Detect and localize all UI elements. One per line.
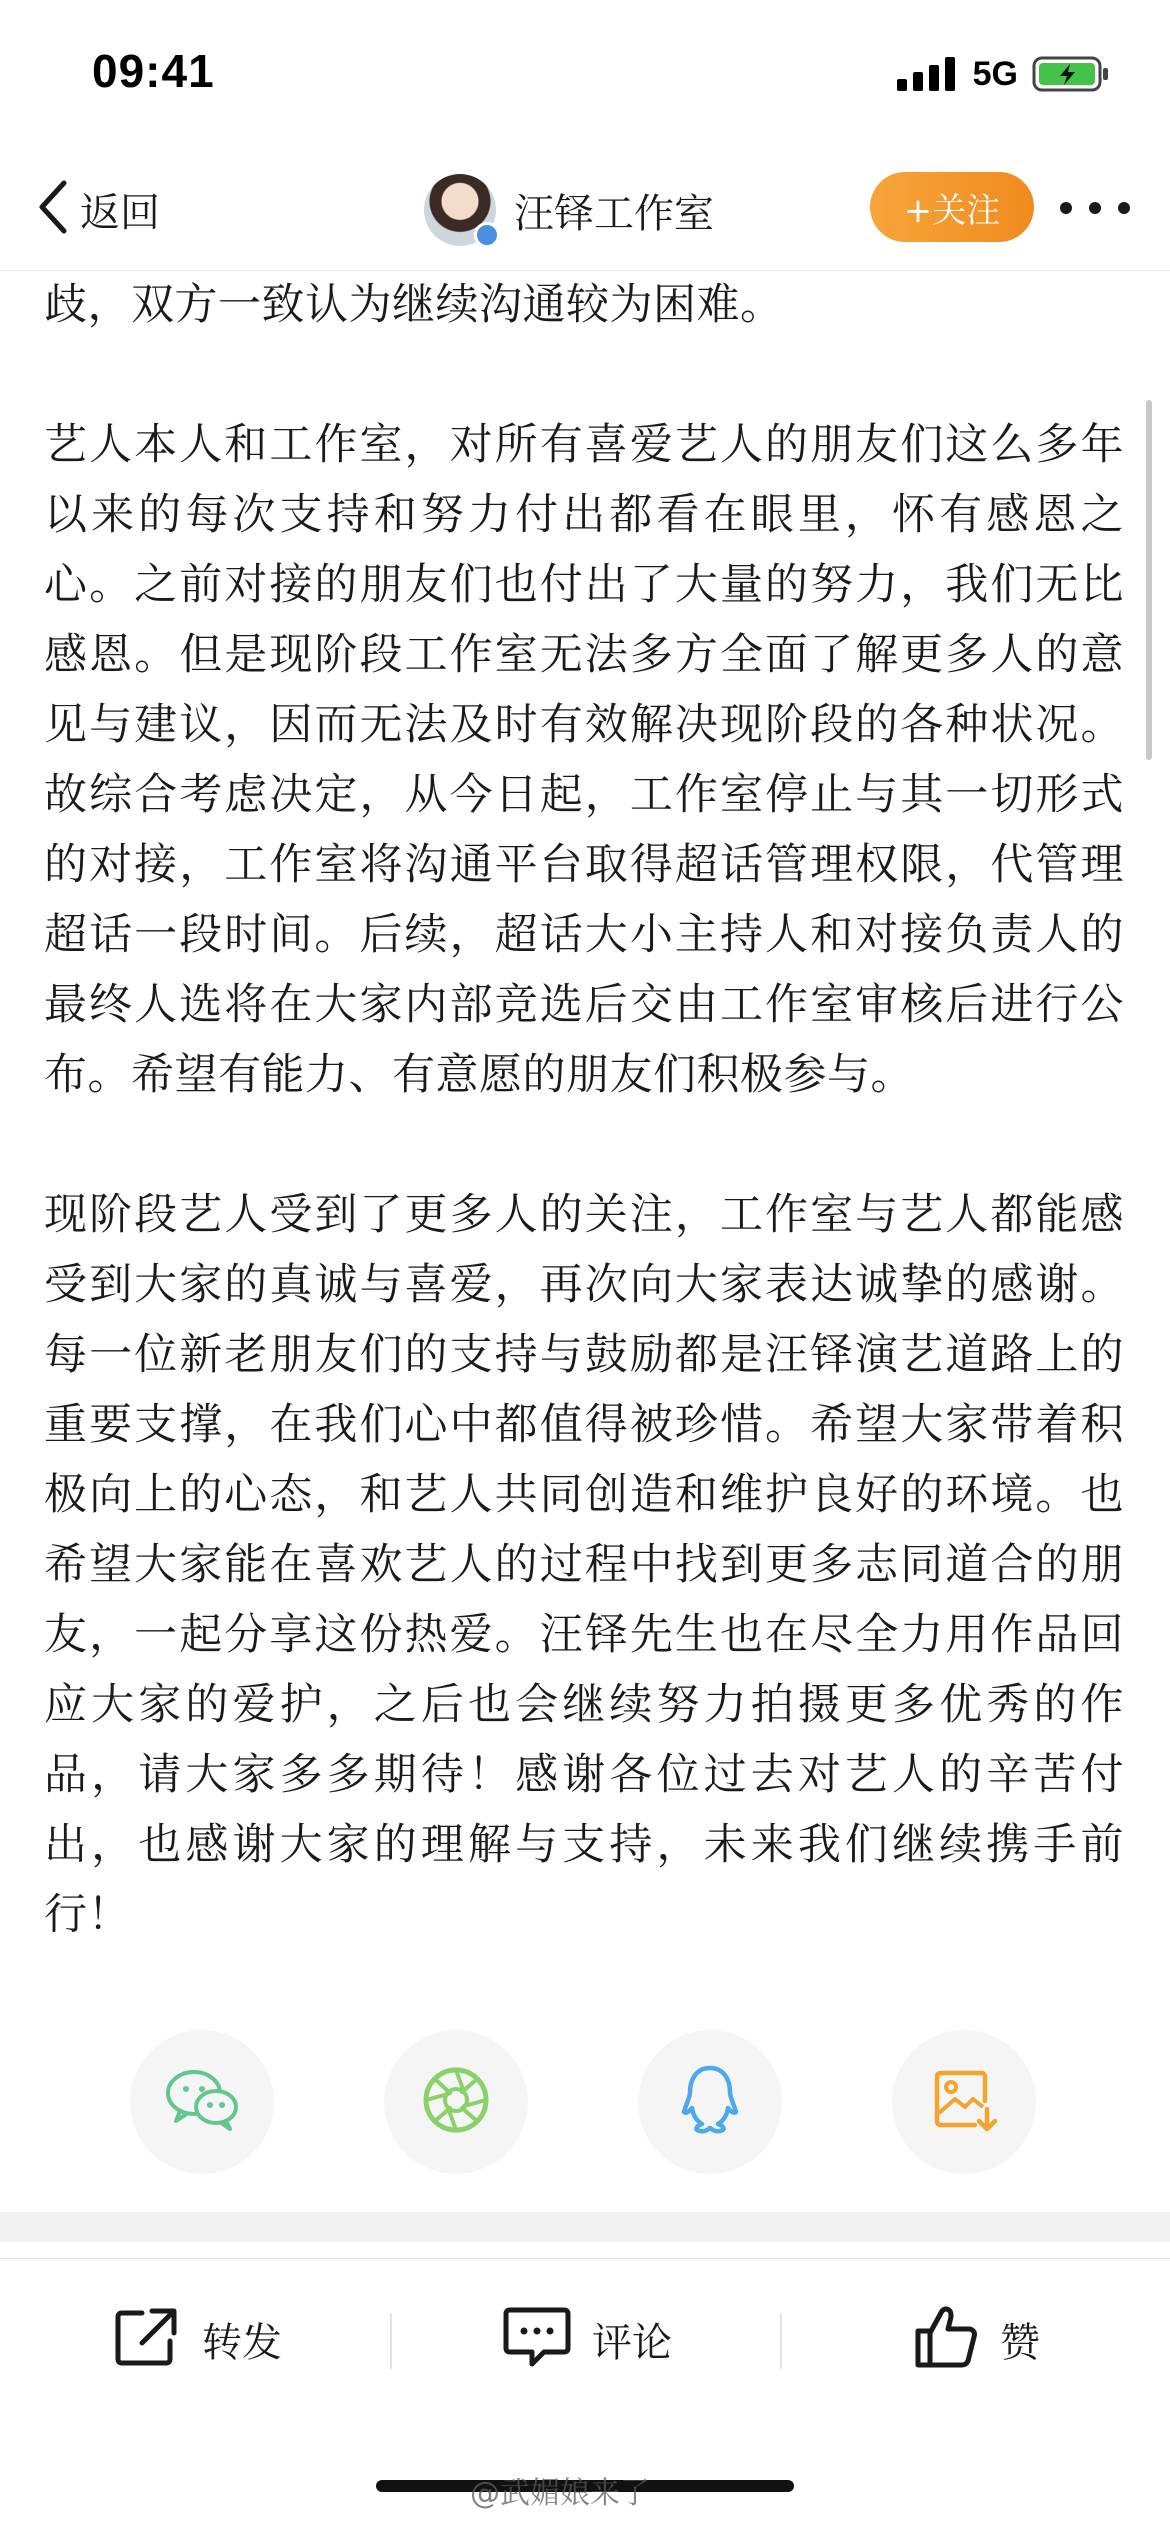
back-label: 返回 — [80, 189, 160, 236]
more-icon[interactable] — [1060, 180, 1130, 236]
share-wechat-button[interactable] — [130, 2030, 274, 2174]
comment-icon — [502, 2304, 572, 2374]
follow-button[interactable]: +关注 — [870, 172, 1034, 242]
nav-bar — [0, 150, 1170, 271]
repost-icon — [112, 2305, 182, 2373]
save-image-icon — [929, 2065, 999, 2139]
network-label: 5G — [972, 54, 1018, 93]
battery-charging-icon — [1032, 54, 1110, 94]
account-header[interactable] — [424, 168, 714, 252]
comment-label: 评论 — [592, 2319, 672, 2366]
watermark: @武媚娘来了 — [470, 2476, 650, 2511]
share-moments-button[interactable] — [384, 2030, 528, 2174]
signal-icon — [897, 57, 959, 91]
thumbs-up-icon — [912, 2303, 980, 2375]
toolbar-divider — [390, 2313, 392, 2369]
status-indicators — [897, 52, 1110, 96]
post-paragraph: 歧，双方一致认为继续沟通较为困难。 — [44, 280, 784, 330]
moments-icon — [420, 2064, 492, 2140]
save-image-button[interactable] — [892, 2030, 1036, 2174]
wechat-icon — [162, 2065, 242, 2139]
share-row — [0, 2030, 1170, 2180]
post-body — [44, 270, 1124, 1950]
repost-button[interactable] — [112, 2299, 282, 2379]
section-divider — [0, 2212, 1170, 2242]
comment-button[interactable] — [502, 2299, 672, 2379]
status-bar — [0, 0, 1170, 150]
back-chevron-icon — [34, 177, 74, 241]
like-button[interactable] — [912, 2299, 1040, 2379]
back-button[interactable] — [34, 174, 160, 244]
like-label: 赞 — [1000, 2319, 1040, 2366]
verified-icon — [474, 222, 500, 248]
bottom-toolbar — [0, 2258, 1170, 2429]
scrollbar[interactable] — [1146, 400, 1152, 760]
repost-label: 转发 — [202, 2319, 282, 2366]
avatar[interactable] — [424, 174, 496, 246]
post-paragraph: 现阶段艺人受到了更多人的关注，工作室与艺人都能感受到大家的真诚与喜爱，再次向大家表达诚挚的感谢。每一位新老朋友们的支持与鼓励都是汪铎演艺道路上的重要支撑，在我们心中都值得被珍惜。希望大家带着积极向上的心态，和艺人共同创造和维护良好的环境。也希望大家能在喜欢艺人的过程中找到更多志同道合的朋友，一起分享这份热爱。汪铎先生也在尽全力用作品回应大家的爱护，之后也会继续努力拍摄更多优秀的作品，请大家多多期待！感谢各位过去对艺人的辛苦付出，也感谢大家的理解与支持，未来我们继续携手前行！ — [44, 1190, 1124, 1940]
post-paragraph: 艺人本人和工作室，对所有喜爱艺人的朋友们这么多年以来的每次支持和努力付出都看在眼里，怀有感恩之心。之前对接的朋友们也付出了大量的努力，我们无比感恩。但是现阶段工作室无法多方全面了解更多人的意见与建议，因而无法及时有效解决现阶段的各种状况。故综合考虑决定，从今日起，工作室停止与其一切形式的对接，工作室将沟通平台取得超话管理权限，代管理超话一段时间。后续，超话大小主持人和对接负责人的最终人选将在大家内部竞选后交由工作室审核后进行公布。希望有能力、有意愿的朋友们积极参与。 — [44, 420, 1124, 1100]
account-name[interactable]: 汪铎工作室 — [514, 190, 714, 237]
status-time: 09:41 — [92, 45, 215, 97]
share-qq-button[interactable] — [638, 2030, 782, 2174]
toolbar-divider — [780, 2313, 782, 2369]
qq-icon — [678, 2064, 742, 2140]
